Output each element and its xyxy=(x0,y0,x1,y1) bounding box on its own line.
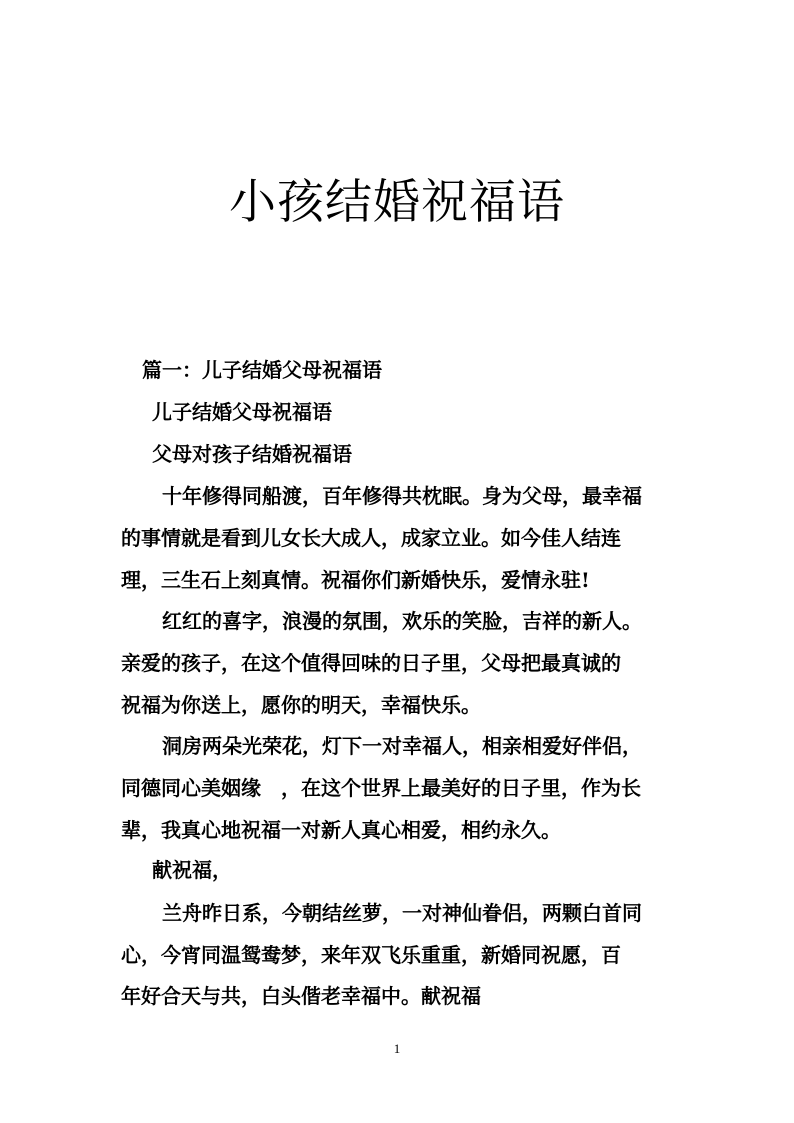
document-title: 小孩结婚祝福语 xyxy=(229,175,565,231)
paragraph-line: 辈，我真心地祝福一对新人真心相爱，相约永久。 xyxy=(121,818,561,842)
paragraph-line: 亲爱的孩子，在这个值得回味的日子里，父母把最真诚的 xyxy=(121,651,621,675)
paragraph-line: 祝福为你送上，愿你的明天，幸福快乐。 xyxy=(121,693,481,717)
paragraph-line: 理，三生石上刻真情。祝福你们新婚快乐，爱情永驻! xyxy=(121,568,590,592)
paragraph-line: 心，今宵同温鸳鸯梦，来年双飞乐重重，新婚同祝愿，百 xyxy=(121,943,621,967)
page-number: 1 xyxy=(393,1041,401,1056)
paragraph-line: 红红的喜字，浪漫的氛围，欢乐的笑脸，吉祥的新人。 xyxy=(162,609,642,633)
subheading: 儿子结婚父母祝福语 xyxy=(152,400,332,424)
paragraph-line: 的事情就是看到儿女长大成人，成家立业。如今佳人结连 xyxy=(121,526,621,550)
paragraph-line: 洞房两朵光荣花，灯下一对幸福人，相亲相爱好伴侣， xyxy=(162,734,642,758)
paragraph-line: 兰舟昨日系，今朝结丝萝，一对神仙眷侣，两颗白首同 xyxy=(162,901,642,925)
section-heading: 篇一：儿子结婚父母祝福语 xyxy=(142,358,382,382)
paragraph-line: 年好合天与共，白头偕老幸福中。献祝福 xyxy=(121,984,481,1008)
subheading: 父母对孩子结婚祝福语 xyxy=(152,442,352,466)
paragraph-line: 献祝福， xyxy=(152,858,232,882)
paragraph-line: 同德同心美姻缘 ，在这个世界上最美好的日子里，作为长 xyxy=(121,776,641,800)
paragraph-line: 十年修得同船渡，百年修得共枕眠。身为父母，最幸福 xyxy=(162,484,642,508)
